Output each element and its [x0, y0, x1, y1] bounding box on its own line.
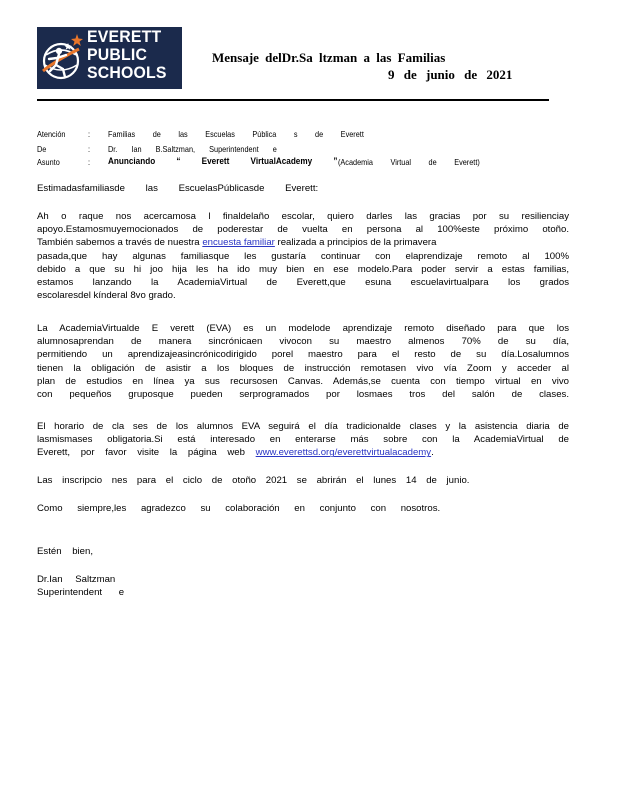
- attention-label: Atención: [37, 129, 66, 139]
- p2-line-5: plan de estudios en línea ya sus recursosen Canvas. Además,se cuenta con tiempo virtual en vivo: [37, 375, 569, 387]
- from-label: De: [37, 144, 47, 154]
- signature-title: Superintendent e: [37, 587, 125, 599]
- p2-line-3: permitiendo un aprendizajeasincrónicodirigido porel maestro para el resto de su día.Losalumnos: [37, 349, 569, 361]
- paragraph-2: [37, 322, 569, 401]
- virtual-academy-link[interactable]: www.everettsd.org/everettvirtualacademy: [255, 447, 432, 459]
- paragraph-3: [37, 420, 569, 460]
- p1-line-3-end: realizada a principios de la primavera: [277, 237, 437, 249]
- paragraph-1: [37, 210, 569, 302]
- closing: [37, 545, 569, 558]
- p3-line-2: lasmismases obligatoria.Si está interesado en enterarse más sobre con la AcademiaVirtual de: [37, 434, 569, 446]
- signature-block: [37, 573, 569, 599]
- p2-line-2: alumnosaprendan de manera sincrónicaen vivocon su maestro almenos 70% de su día,: [37, 336, 569, 348]
- p3-line-1: El horario de cla ses de los alumnos EVA seguirá el día tradicionalde clases y la asistencia diaria de: [37, 421, 569, 432]
- p5-text: Como siempre,les agradezco su colaboración en conjunto con nosotros.: [37, 503, 441, 514]
- logo-line-2: PUBLIC: [87, 46, 148, 64]
- p1-line-5: debido a que su hi joo hija les ha ido muy bien en ese modelo.Para poder servir a estas familias,: [37, 263, 569, 275]
- p3-line-3-end: .: [431, 447, 434, 459]
- subject-value: Anunciando “ Everett VirtualAcademy ”: [108, 156, 338, 167]
- p3-line-3: [37, 446, 569, 459]
- family-survey-link[interactable]: encuesta familiar: [202, 237, 275, 249]
- globe-runner-emblem-icon: [39, 31, 85, 85]
- p1-line-2: apoyo.Estamosmuyemocionados de poderestar de vuelta en persona al 100%este próximo otoño.: [37, 224, 569, 236]
- subject-label: Asunto: [37, 157, 60, 167]
- signature-name: Dr.Ian Saltzman: [37, 574, 116, 585]
- letter-title: Mensaje delDr.Sa ltzman a las Familias: [212, 50, 446, 65]
- p4-text: Las inscripcio nes para el ciclo de otoño 2021 se abrirán el lunes 14 de junio.: [37, 475, 470, 486]
- subject-value-translation: (Academia Virtual de Everett): [338, 157, 480, 167]
- attention-colon: :: [88, 129, 91, 139]
- paragraph-5: [37, 502, 569, 515]
- p1-line-6: estamos lanzando la AcademiaVirtual de Everett,que esuna escuelavirtualpara los grados: [37, 277, 569, 289]
- logo-line-1: EVERETT: [87, 28, 162, 46]
- p1-line-7: escolaresdel kínderal 8vo grado.: [37, 290, 176, 302]
- p2-line-1: La AcademiaVirtualde E verett (EVA) es un modelode aprendizaje remoto diseñado para que los: [37, 323, 569, 334]
- logo-line-3: SCHOOLS: [87, 64, 167, 82]
- attention-value: Familias de las Escuelas Pública s de Everett: [108, 129, 364, 139]
- p2-line-4: tienen la obligación de asistir a los bloques de instrucción remotasen vivo vía Zoom y acceder al: [37, 362, 569, 374]
- p3-line-3-start: Everett, por favor visite la página web: [37, 447, 245, 459]
- letter-date: 9 de junio de 2021: [388, 67, 513, 82]
- everett-public-schools-logo: [37, 27, 182, 89]
- subject-colon: :: [88, 157, 91, 167]
- p1-line-3-start: También sabemos a través de nuestra: [37, 237, 200, 249]
- greeting-text: Estimadasfamiliasde las EscuelasPúblicasde Everett:: [37, 183, 319, 194]
- closing-text: Estén bien,: [37, 546, 94, 557]
- p2-line-6: con pequeños gruposque pueden serprogramados por losmaes tros del salón de clases.: [37, 389, 569, 401]
- header-divider: [37, 99, 549, 101]
- from-colon: :: [88, 144, 91, 154]
- p1-line-3: [37, 236, 569, 249]
- greeting: [37, 182, 569, 195]
- from-value: Dr. Ian B.Saltzman, Superintendent e: [108, 144, 277, 154]
- p1-line-1: Ah o raque nos acercamosa l finaldelaño escolar, quiero darles las gracias por su resilienciay: [37, 211, 569, 222]
- logo-wordmark: [87, 28, 178, 82]
- p1-line-4: pasada,que hay algunas familiasque les gustaría continuar con elaprendizaje remoto al 100%: [37, 250, 569, 262]
- paragraph-4: [37, 474, 569, 487]
